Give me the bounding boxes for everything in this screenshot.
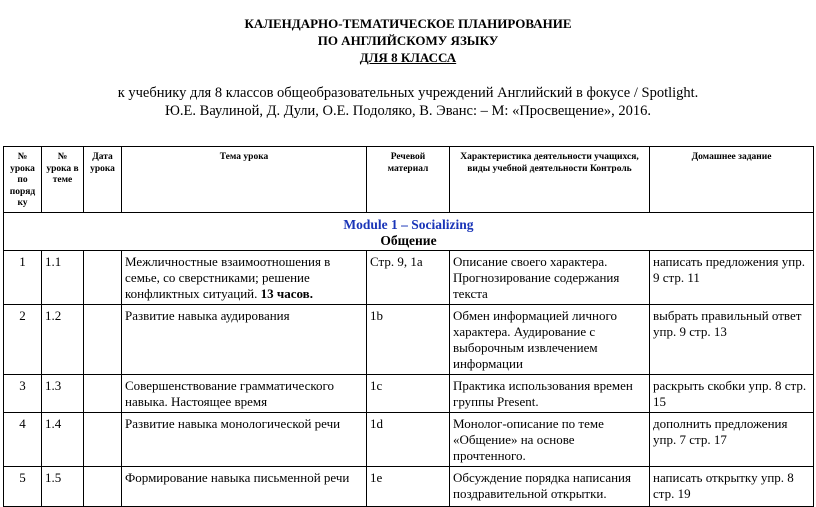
cell-homework: написать открытку упр. 8 стр. 19 [650,466,814,506]
cell-topic-lesson-number: 1.1 [42,250,84,304]
cell-lesson-number: 1 [4,250,42,304]
cell-material: 1e [367,466,450,506]
cell-activity: Обсуждение порядка написания поздравительной открытки. [450,466,650,506]
table-row [4,250,814,304]
cell-topic-lesson-number: 1.2 [42,304,84,374]
cell-material: Стр. 9, 1а [367,250,450,304]
cell-activity: Монолог-описание по теме «Общение» на основе прочтенного. [450,412,650,466]
doc-title-line3: ДЛЯ 8 КЛАССА [359,50,457,65]
cell-date [84,304,122,374]
cell-lesson-number: 4 [4,412,42,466]
header-material: Речевой материал [367,147,450,213]
cell-lesson-number: 2 [4,304,42,374]
cell-topic: Развитие навыка аудирования [122,304,367,374]
cell-activity: Обмен информацией личного характера. Аудирование с выборочным извлечением информации [450,304,650,374]
cell-homework: выбрать правильный ответ упр. 9 стр. 13 [650,304,814,374]
module-subtitle: Общение [380,232,437,248]
doc-subtitle-line2: Ю.Е. Ваулиной, Д. Дули, О.Е. Подоляко, В. Эванс: – М: «Просвещение», 2016. [165,103,651,119]
cell-topic: Развитие навыка монологической речи [122,412,367,466]
header-activity: Характеристика деятельности учащихся, виды учебной деятельности Контроль [450,147,650,213]
table-row [4,374,814,412]
cell-material: 1c [367,374,450,412]
cell-topic-lesson-number: 1.4 [42,412,84,466]
module-row [4,212,814,250]
cell-homework: дополнить предложения упр. 7 стр. 17 [650,412,814,466]
hours-text: 13 часов. [260,285,313,301]
cell-date [84,374,122,412]
header-homework: Домашнее задание [650,147,814,213]
cell-material: 1d [367,412,450,466]
cell-date [84,412,122,466]
table-header-row [4,147,814,213]
planning-table [3,146,814,507]
cell-activity: Практика использования времен группы Present. [450,374,650,412]
header-topic-lesson-number: № урока в теме [42,147,84,213]
cell-topic-lesson-number: 1.5 [42,466,84,506]
table-row [4,304,814,374]
table-row [4,412,814,466]
cell-date [84,466,122,506]
cell-activity: Описание своего характера. Прогнозирование содержания текста [450,250,650,304]
doc-subtitle-line1: к учебнику для 8 классов общеобразовательных учреждений Английский в фокусе / Spotlight. [117,85,699,101]
cell-topic-lesson-number: 1.3 [42,374,84,412]
cell-homework: написать предложения упр. 9 стр. 11 [650,250,814,304]
cell-homework: раскрыть скобки упр. 8 стр. 15 [650,374,814,412]
topic-text: Межличностные взаимоотношения в семье, со сверстниками; решение конфликтных ситуаций. [125,253,331,301]
header-date: Дата урока [84,147,122,213]
module-cell [4,212,814,250]
cell-date [84,250,122,304]
cell-lesson-number: 3 [4,374,42,412]
cell-topic: Совершенствование грамматического навыка. Настоящее время [122,374,367,412]
cell-material: 1b [367,304,450,374]
header-lesson-number: № урока по поряд ку [4,147,42,213]
doc-title-line1: КАЛЕНДАРНО-ТЕМАТИЧЕСКОЕ ПЛАНИРОВАНИЕ [244,16,572,31]
doc-title-line2: ПО АНГЛИЙСКОМУ ЯЗЫКУ [317,33,499,48]
table-row [4,466,814,506]
cell-lesson-number: 5 [4,466,42,506]
cell-topic: Формирование навыка письменной речи [122,466,367,506]
cell-topic [122,250,367,304]
header-topic: Тема урока [122,147,367,213]
module-title: Module 1 – Socializing [343,216,474,232]
